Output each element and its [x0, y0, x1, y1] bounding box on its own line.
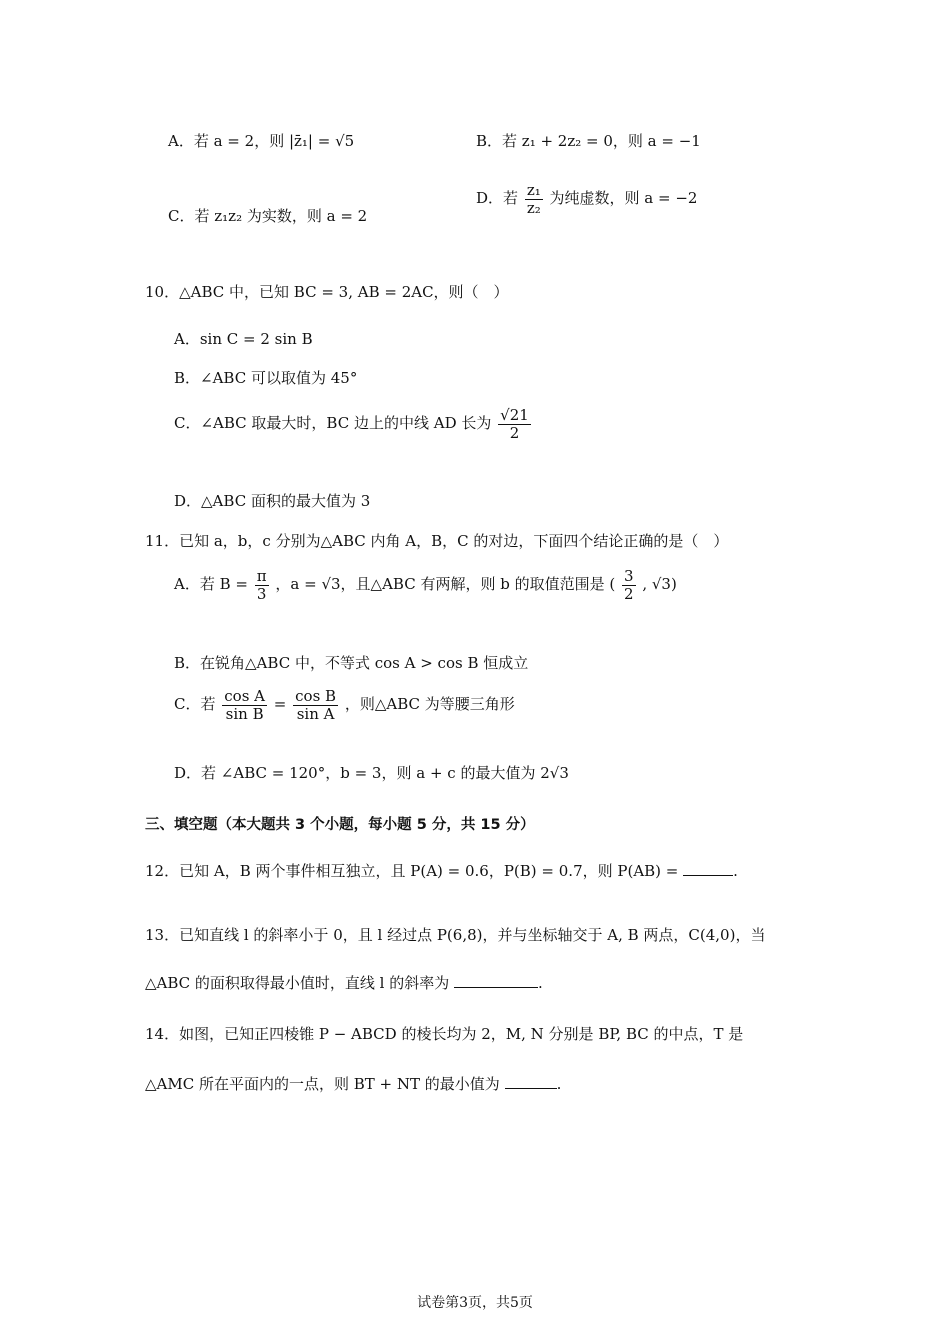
q11-option-a-fraction-2	[622, 568, 636, 602]
q13-answer-blank[interactable]	[454, 973, 538, 988]
q11-option-a-fraction-1	[255, 568, 269, 602]
q12-text: 12．已知 A，B 两个事件相互独立，且 P(A) = 0.6，P(B) = 0.7，则 P(AB) =	[145, 862, 679, 880]
fraction-numerator: cos B	[295, 687, 337, 705]
fraction-denominator: 3	[256, 584, 267, 603]
q9-option-c: C．若 z₁z₂ 为实数，则 a = 2	[168, 207, 368, 225]
fraction-numerator: 3	[624, 567, 634, 585]
q11-option-a-middle: ，a = √3，且△ABC 有两解，则 b 的取值范围是 (	[275, 575, 616, 593]
q12-end: .	[733, 862, 738, 880]
q12-answer-blank[interactable]	[683, 861, 733, 876]
q10-option-d: D．△ABC 面积的最大值为 3	[174, 492, 371, 510]
q9-option-d-prefix: D．若	[476, 189, 519, 207]
q12	[145, 860, 738, 881]
fraction-numerator: z₁	[526, 181, 541, 199]
q9-option-d	[476, 182, 697, 216]
q11-option-a-suffix: , √3)	[642, 575, 677, 593]
q9-option-d-fraction	[525, 182, 543, 216]
q11-stem: 11．已知 a，b，c 分别为△ABC 内角 A，B，C 的对边，下面四个结论正确的是（ ）	[145, 532, 729, 550]
q11-option-c-equals: =	[273, 695, 287, 713]
q13-line-2	[145, 972, 543, 993]
q11-option-c-fraction-2	[293, 688, 338, 722]
q13-end: .	[538, 974, 543, 992]
q13-line-1: 13．已知直线 l 的斜率小于 0，且 l 经过点 P(6,8)，并与坐标轴交于 A, B 两点，C(4,0)，当	[145, 926, 766, 944]
q10-option-c-prefix: C．∠ABC 取最大时，BC 边上的中线 AD 长为	[174, 414, 492, 432]
q14-text: △AMC 所在平面内的一点，则 BT + NT 的最小值为	[145, 1075, 500, 1093]
q14-answer-blank[interactable]	[505, 1074, 557, 1089]
q10-option-c-fraction	[498, 407, 531, 441]
q9-option-a: A．若 a = 2，则 |z̄₁| = √5	[168, 132, 355, 150]
fraction-denominator: 2	[624, 584, 634, 603]
q11-option-a-prefix: A．若 B =	[174, 575, 248, 593]
fraction-denominator: z₂	[526, 198, 541, 217]
q11-option-c-prefix: C．若	[174, 695, 216, 713]
fraction-numerator: √21	[500, 406, 529, 424]
q10-option-b: B．∠ABC 可以取值为 45°	[174, 369, 358, 387]
fraction-denominator: sin A	[296, 704, 335, 723]
page-footer: 试卷第3页，共5页	[417, 1295, 533, 1311]
q14-line-2	[145, 1073, 561, 1094]
q11-option-c	[174, 688, 515, 722]
q11-option-d: D．若 ∠ABC = 120°，b = 3，则 a + c 的最大值为 2√3	[174, 764, 569, 782]
q11-option-c-suffix: ，则△ABC 为等腰三角形	[344, 695, 515, 713]
q11-option-b: B．在锐角△ABC 中，不等式 cos A > cos B 恒成立	[174, 654, 529, 672]
q10-option-a: A．sin C = 2 sin B	[174, 330, 313, 348]
q13-text: △ABC 的面积取得最小值时，直线 l 的斜率为	[145, 974, 450, 992]
fraction-denominator: 2	[509, 423, 520, 442]
fraction-numerator: π	[256, 567, 267, 585]
section-heading: 三、填空题（本大题共 3 个小题，每小题 5 分，共 15 分）	[145, 817, 535, 833]
q9-option-d-suffix: 为纯虚数，则 a = −2	[549, 189, 698, 207]
q9-option-b: B．若 z₁ + 2z₂ = 0，则 a = −1	[476, 132, 701, 150]
q14-end: .	[556, 1075, 562, 1093]
q10-stem: 10．△ABC 中，已知 BC = 3, AB = 2AC，则（ ）	[145, 283, 509, 301]
fraction-numerator: cos A	[224, 687, 265, 705]
q11-option-c-fraction-1	[222, 688, 267, 722]
fraction-denominator: sin B	[225, 704, 264, 723]
q11-option-a	[174, 568, 677, 602]
q14-line-1: 14．如图，已知正四棱锥 P − ABCD 的棱长均为 2，M, N 分别是 BP, BC 的中点，T 是	[145, 1025, 744, 1043]
q10-option-c	[174, 407, 533, 441]
